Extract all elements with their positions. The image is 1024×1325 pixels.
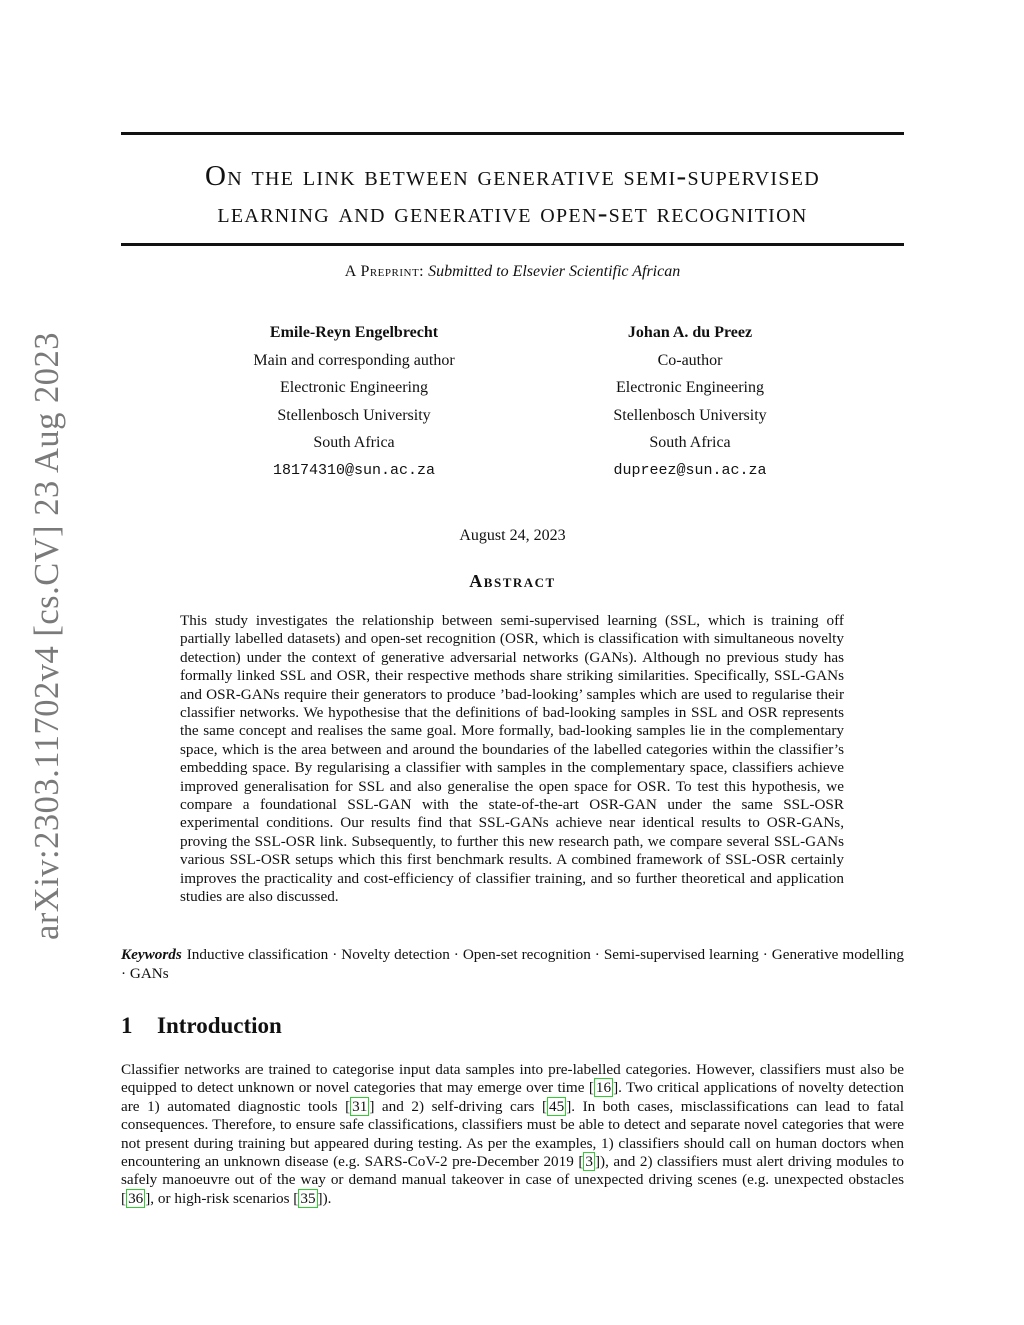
author-university: Stellenbosch University	[277, 406, 431, 424]
preprint-label: A Preprint:	[344, 263, 425, 280]
arxiv-identifier: arXiv:2303.11702v4 [cs.CV] 23 Aug 2023	[28, 331, 66, 940]
citation-link[interactable]: 45	[549, 1097, 565, 1115]
intro-text-2: ]. Two critical applications of novelty detection are 1) automated diagnostic tools [	[121, 1079, 904, 1115]
author-department: Electronic Engineering	[280, 379, 428, 397]
author-role: Co-author	[657, 351, 723, 369]
author-name: Emile-Reyn Engelbrecht	[269, 324, 439, 341]
abstract-heading: Abstract	[469, 571, 556, 591]
intro-text-5: ]), and 2) classifiers must alert driving modules to safely manoeuvre out of the way or demand manual takeover in case of unexpected driving scenes (e.g. unexpected obstacles [	[121, 1153, 904, 1207]
introduction-paragraph	[121, 1061, 904, 1208]
author-country: South Africa	[649, 434, 731, 452]
citation-link[interactable]: 31	[352, 1097, 368, 1115]
abstract-text: This study investigates the relationship between semi-supervised learning (SSL, which is training off partially labelled datasets) and open-set recognition (OSR, which is classification with simultaneous novelty detection) under the context of generative adversarial networks (GANs). Although no previous study has formally linked SSL and OSR, their respective methods share striking similarities. Specifically, SSL-GANs and OSR-GANs require their generators to produce ’bad-looking’ samples which are used to regularise their classifier networks. We hypothesise that the definitions of bad-looking samples in SSL and OSR represents the same concept and realises the same goal. More formally, bad-looking samples lie in the complementary space, which is the area between and around the boundaries of the labelled categories within the classifier’s embedding space. By regularising a classifier with samples in the complementary space, classifiers achieve improved generalisation for SSL and also generalise the open space for OSR. To test this hypothesis, we compare a foundational SSL-GAN with the state-of-the-art OSR-GAN under the same SSL-OSR experimental conditions. Our results find that SSL-GANs achieve near identical results to OSR-GANs, proving the SSL-OSR link. Subsequently, to further this new research path, we compare several SSL-GANs various SSL-OSR setups which this first benchmark results. A combined framework of SSL-OSR certainly improves the practicality and cost-efficiency of classifier training, and so further theoretical and application studies are also discussed.	[180, 612, 844, 906]
citation-link[interactable]: 36	[128, 1189, 144, 1207]
section-number: 1	[121, 1013, 133, 1038]
citation-link[interactable]: 3	[585, 1153, 593, 1171]
author-department: Electronic Engineering	[616, 379, 764, 397]
keywords-list: Inductive classification · Novelty detection · Open-set recognition · Semi-supervised learning · Generative modelling · GANs	[121, 946, 904, 982]
title-rule-top	[121, 132, 904, 135]
author-email[interactable]: 18174310@sun.ac.za	[272, 461, 436, 479]
intro-text-4: ]. In both cases, misclassifications can lead to fatal consequences. Therefore, to ensure safe classifications, classifiers must be able to detect and separate novel categories that were not present during training but appeared during testing. As per the examples, 1) classifiers should call on human doctors when encountering an unknown disease (e.g. SARS-CoV-2 pre-December 2019 [	[121, 1097, 904, 1171]
citation-link[interactable]: 35	[300, 1189, 316, 1207]
paper-title-line-2: learning and generative open-set recognition	[217, 197, 808, 229]
intro-text-7: ]).	[317, 1189, 332, 1207]
intro-text-3: ] and 2) self-driving cars [	[369, 1097, 548, 1115]
paper-title-line-1: On the link between generative semi-supervised	[205, 160, 820, 192]
author-role: Main and corresponding author	[253, 351, 455, 369]
paper-title	[121, 158, 904, 232]
author-country: South Africa	[313, 434, 395, 452]
author-block-1	[194, 319, 514, 485]
keywords-label: Keywords	[121, 946, 182, 963]
section-title: Introduction	[157, 1013, 282, 1038]
submission-venue: Submitted to Elsevier Scientific African	[428, 263, 681, 280]
preprint-subtitle	[121, 263, 904, 281]
author-university: Stellenbosch University	[613, 406, 767, 424]
intro-text-6: ], or high-risk scenarios [	[145, 1189, 299, 1207]
author-block-2	[530, 319, 850, 485]
citation-link[interactable]: 16	[595, 1079, 612, 1097]
author-name: Johan A. du Preez	[627, 324, 753, 341]
publication-date: August 24, 2023	[459, 527, 566, 544]
section-heading-introduction	[121, 1013, 904, 1039]
title-rule-bottom	[121, 243, 904, 246]
keywords	[121, 946, 904, 983]
intro-text-1: Classifier networks are trained to categorise input data samples into pre-labelled categories. However, classifiers must also be equipped to detect unknown or novel categories that may emerge over time [	[121, 1061, 904, 1097]
author-email[interactable]: dupreez@sun.ac.za	[613, 461, 767, 479]
